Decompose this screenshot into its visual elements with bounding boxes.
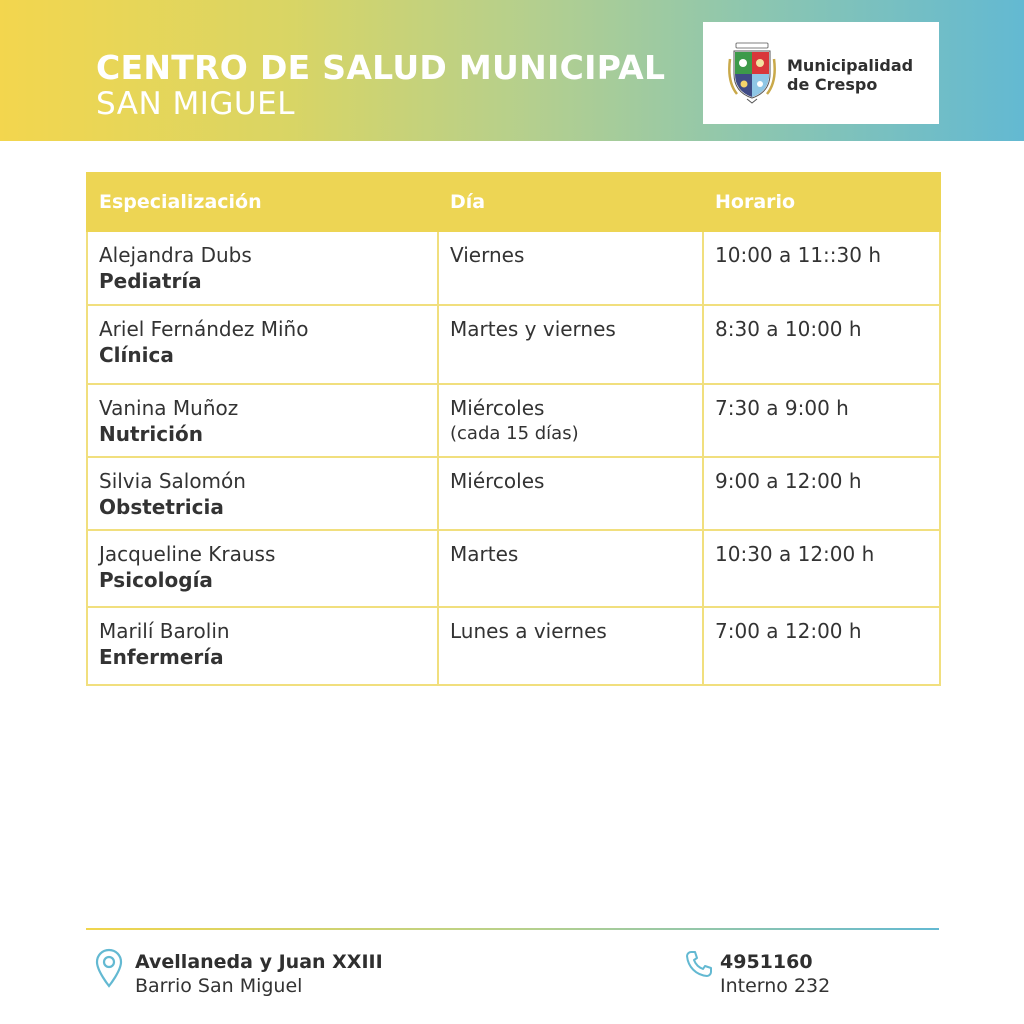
day-text: Viernes bbox=[450, 243, 525, 267]
day-text: Martes bbox=[450, 542, 519, 566]
day-note: (cada 15 días) bbox=[450, 423, 579, 444]
phone-number: 4951160 bbox=[720, 951, 813, 973]
footer-address bbox=[135, 950, 383, 998]
time-cell bbox=[703, 530, 940, 607]
doctor-name: Ariel Fernández Miño bbox=[99, 317, 309, 341]
doctor-name: Jacqueline Krauss bbox=[99, 542, 276, 566]
table-row bbox=[87, 231, 940, 305]
doctor-cell bbox=[87, 384, 438, 457]
doctor-name: Silvia Salomón bbox=[99, 469, 246, 493]
time-cell bbox=[703, 457, 940, 530]
day-text: Martes y viernes bbox=[450, 317, 616, 341]
specialty: Clínica bbox=[99, 343, 174, 367]
day-cell bbox=[438, 384, 703, 457]
page-title: CENTRO DE SALUD MUNICIPAL bbox=[96, 48, 666, 87]
header-banner bbox=[0, 0, 1024, 141]
phone-extension: Interno 232 bbox=[720, 975, 831, 997]
footer-divider bbox=[86, 928, 939, 930]
day-text: Miércoles bbox=[450, 396, 545, 420]
table-row bbox=[87, 305, 940, 384]
municipal-crest-icon bbox=[727, 42, 777, 104]
doctor-cell bbox=[87, 305, 438, 384]
doctor-cell bbox=[87, 231, 438, 305]
specialty: Pediatría bbox=[99, 269, 202, 293]
page-subtitle: SAN MIGUEL bbox=[96, 86, 295, 122]
address-neighborhood: Barrio San Miguel bbox=[135, 975, 303, 997]
specialty: Obstetricia bbox=[99, 495, 224, 519]
specialty: Enfermería bbox=[99, 645, 224, 669]
day-cell bbox=[438, 530, 703, 607]
time-text: 10:30 a 12:00 h bbox=[715, 542, 875, 566]
doctor-cell bbox=[87, 530, 438, 607]
table-row bbox=[87, 530, 940, 607]
table-row bbox=[87, 607, 940, 685]
column-header-specialization: Especialización bbox=[87, 173, 438, 231]
time-text: 8:30 a 10:00 h bbox=[715, 317, 862, 341]
time-text: 7:30 a 9:00 h bbox=[715, 396, 849, 420]
time-cell bbox=[703, 607, 940, 685]
doctor-cell bbox=[87, 457, 438, 530]
table-header-row bbox=[87, 173, 940, 231]
time-cell bbox=[703, 231, 940, 305]
logo-text-line2: de Crespo bbox=[787, 75, 878, 94]
day-text: Miércoles bbox=[450, 469, 545, 493]
specialty: Psicología bbox=[99, 568, 213, 592]
day-cell bbox=[438, 457, 703, 530]
municipality-logo bbox=[703, 22, 939, 124]
address-street: Avellaneda y Juan XXIII bbox=[135, 951, 383, 973]
specialty: Nutrición bbox=[99, 422, 203, 446]
phone-icon bbox=[685, 950, 713, 978]
day-cell bbox=[438, 305, 703, 384]
time-text: 9:00 a 12:00 h bbox=[715, 469, 862, 493]
location-pin-icon bbox=[95, 948, 123, 990]
day-cell bbox=[438, 231, 703, 305]
doctor-name: Alejandra Dubs bbox=[99, 243, 252, 267]
day-text: Lunes a viernes bbox=[450, 619, 607, 643]
doctor-cell bbox=[87, 607, 438, 685]
column-header-schedule: Horario bbox=[703, 173, 940, 231]
time-text: 7:00 a 12:00 h bbox=[715, 619, 862, 643]
time-cell bbox=[703, 384, 940, 457]
logo-text-line1: Municipalidad bbox=[787, 56, 914, 75]
time-text: 10:00 a 11::30 h bbox=[715, 243, 882, 267]
footer-phone bbox=[720, 950, 830, 998]
table-row bbox=[87, 457, 940, 530]
column-header-day: Día bbox=[438, 173, 703, 231]
time-cell bbox=[703, 305, 940, 384]
doctor-name: Vanina Muñoz bbox=[99, 396, 239, 420]
schedule-table bbox=[86, 172, 941, 686]
doctor-name: Marilí Barolin bbox=[99, 619, 230, 643]
day-cell bbox=[438, 607, 703, 685]
table-row bbox=[87, 384, 940, 457]
